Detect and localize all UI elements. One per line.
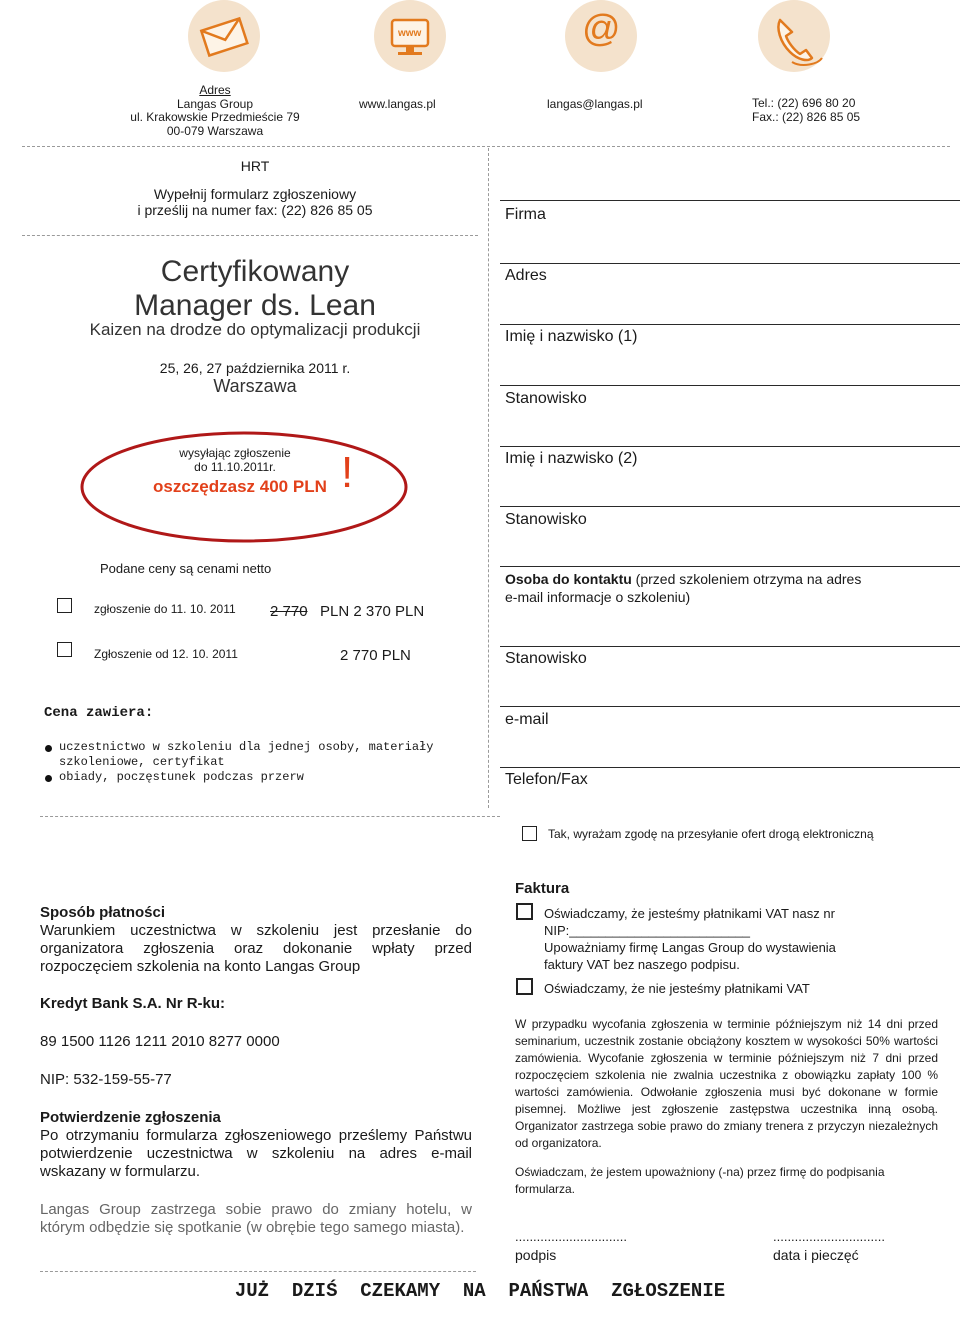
at-sign-icon: @ bbox=[582, 8, 621, 50]
option-late-label: Zgłoszenie od 12. 10. 2011 bbox=[94, 647, 238, 661]
nip-blank[interactable]: NIP:_________________________ bbox=[544, 923, 751, 938]
company-name: Langas Group bbox=[176, 96, 254, 111]
includes-bullet-1 bbox=[45, 745, 52, 752]
consent-label: Tak, wyrażam zgodę na przesyłanie ofert drogą elektroniczną bbox=[548, 827, 874, 841]
payment-section bbox=[40, 904, 472, 1237]
option-early-checkbox[interactable] bbox=[57, 598, 72, 613]
footer-call-to-action: JUŻ DZIŚ CZEKAMY NA PAŃSTWA ZGŁOSZENIE bbox=[234, 1280, 726, 1302]
phone-fax-field[interactable]: Telefon/Fax bbox=[505, 771, 588, 788]
email-field[interactable]: e-mail bbox=[505, 711, 549, 728]
invoice-title: Faktura bbox=[515, 880, 570, 897]
includes-bullet-2 bbox=[45, 775, 52, 782]
contact-person-note: (przed szkoleniem otrzyma na adres bbox=[631, 571, 862, 587]
includes-item-1-cont: szkoleniowe, certyfikat bbox=[59, 755, 225, 769]
firma-line bbox=[500, 200, 960, 201]
contact-person-note-2: e-mail informacje o szkoleniu) bbox=[505, 589, 691, 605]
vat-payer-checkbox[interactable] bbox=[516, 903, 533, 920]
phone-number: Tel.: (22) 696 80 20 bbox=[752, 96, 856, 110]
course-title-line1: Certyfikowany bbox=[160, 255, 350, 288]
email-link[interactable]: langas@langas.pl bbox=[547, 97, 643, 111]
course-title-line2: Manager ds. Lean bbox=[134, 289, 376, 322]
phone-line bbox=[500, 767, 960, 768]
non-vat-payer-label: Oświadczamy, że nie jesteśmy płatnikami VAT bbox=[544, 981, 810, 996]
option-early-old-price: 2 770 bbox=[270, 603, 308, 620]
left-section-divider bbox=[22, 235, 478, 236]
promo-line2: do 11.10.2011r. bbox=[194, 460, 276, 474]
name2-line bbox=[500, 446, 960, 447]
header-divider bbox=[22, 146, 950, 147]
bottom-left-divider bbox=[40, 1271, 476, 1272]
payment-title: Sposób płatności bbox=[40, 904, 166, 921]
position1-field[interactable]: Stanowisko bbox=[505, 390, 587, 407]
promo-exclamation: ! bbox=[341, 448, 354, 497]
cancellation-terms: W przypadku wycofania zgłoszenia w terminie późniejszym niż 14 dni przed seminarium, uczestnik zostanie obciążony kosztem w wysokości 50% wartości zamówienia. Wycofanie zgłoszenia w terminie późniejszym niż 7 dni przed rozpoczęciem szkolenia nie zwalnia uczestnika z obowiązku zapłaty 100 % wartości zamówienia. Odwołanie zgłoszenia musi być dokonane w formie pisemnej. Możliwe jest zgłoszenie zastępstwa uczestnika inną osobą. Organizator zastrzega sobie prawo do zmiany trenera z przyczyn niezależnych od organizatora. bbox=[515, 1017, 938, 1150]
course-title bbox=[90, 255, 420, 323]
course-city: Warszawa bbox=[213, 376, 297, 396]
auth-line-2: faktury VAT bez naszego podpisu. bbox=[544, 957, 740, 972]
adres-line bbox=[500, 263, 960, 264]
nip-number: NIP: 532-159-55-77 bbox=[40, 1071, 172, 1088]
name1-line bbox=[500, 324, 960, 325]
position1-line bbox=[500, 385, 960, 386]
adres-field[interactable]: Adres bbox=[505, 267, 547, 284]
authorization-declaration: Oświadczam, że jestem upoważniony (-na) przez firmę do podpisania formularza. bbox=[515, 1165, 885, 1196]
promo-line1: wysyłając zgłoszenie bbox=[179, 446, 291, 460]
promo-text bbox=[130, 446, 340, 474]
phone-block bbox=[752, 97, 860, 124]
fax-instruction-line1: Wypełnij formularz zgłoszeniowy bbox=[153, 186, 357, 202]
envelope-icon bbox=[196, 8, 252, 64]
prices-note: Podane ceny są cenami netto bbox=[100, 561, 272, 576]
name1-field[interactable]: Imię i nazwisko (1) bbox=[505, 328, 638, 345]
signature-dots: ............................... bbox=[515, 1229, 627, 1244]
firma-field[interactable]: Firma bbox=[505, 206, 546, 223]
contact-person-label: Osoba do kontaktu bbox=[505, 571, 632, 587]
fax-instruction bbox=[60, 186, 450, 218]
hotel-note: Langas Group zastrzega sobie prawo do zmiany hotelu, w którym odbędzie się spotkanie (w obrębie tego samego miasta). bbox=[40, 1201, 472, 1236]
postal-city: 00-079 Warszawa bbox=[166, 123, 264, 138]
course-dates: 25, 26, 27 października 2011 r. bbox=[159, 360, 351, 376]
payment-text: Warunkiem uczestnictwa w szkoleniu jest przesłanie do organizatora zgłoszenia oraz dokonanie wpłaty przed rozpoczęciem szkolenia na konto Langas Group bbox=[40, 922, 472, 975]
auth-line-1: Upoważniamy firmę Langas Group do wystawienia bbox=[544, 940, 836, 955]
option-early-price: PLN 2 370 PLN bbox=[320, 603, 425, 620]
position2-field[interactable]: Stanowisko bbox=[505, 511, 587, 528]
account-number: 89 1500 1126 1211 2010 8277 0000 bbox=[40, 1033, 280, 1050]
promo-savings: oszczędzasz 400 PLN bbox=[153, 477, 327, 496]
includes-title: Cena zawiera: bbox=[44, 705, 154, 721]
includes-item-1: uczestnictwo w szkoleniu dla jednej osoby, materiały bbox=[59, 740, 434, 754]
website-link[interactable]: www.langas.pl bbox=[359, 97, 436, 111]
option-late-checkbox[interactable] bbox=[57, 642, 72, 657]
confirm-title: Potwierdzenie zgłoszenia bbox=[40, 1109, 221, 1126]
street: ul. Krakowskie Przedmieście 79 bbox=[130, 110, 300, 124]
email-line bbox=[500, 706, 960, 707]
signature-label: podpis bbox=[515, 1247, 557, 1263]
bank-name: Kredyt Bank S.A. Nr R-ku: bbox=[40, 995, 226, 1012]
phone-icon bbox=[766, 8, 826, 68]
date-stamp-label: data i pieczęć bbox=[773, 1247, 859, 1263]
non-vat-payer-checkbox[interactable] bbox=[516, 978, 533, 995]
fax-number: Fax.: (22) 826 85 05 bbox=[752, 109, 861, 124]
vat-payer-label: Oświadczamy, że jesteśmy płatnikami VAT nasz nr bbox=[544, 906, 835, 921]
position2-line bbox=[500, 506, 960, 507]
name2-field[interactable]: Imię i nazwisko (2) bbox=[505, 450, 638, 467]
option-early-label: zgłoszenie do 11. 10. 2011 bbox=[94, 602, 236, 616]
address-block bbox=[110, 84, 320, 138]
column-divider bbox=[488, 148, 489, 808]
date-stamp-dots: ............................... bbox=[773, 1229, 885, 1244]
confirm-text: Po otrzymaniu formularza zgłoszeniowego prześlemy Państwu potwierdzenie uczestnictwa w szkoleniu na adres e-mail wskazany w formularzu. bbox=[40, 1127, 472, 1180]
www-icon-label: www bbox=[398, 28, 422, 39]
vat-payer-block bbox=[544, 905, 944, 973]
fax-instruction-line2: i prześlij na numer fax: (22) 826 85 05 bbox=[137, 202, 373, 218]
contact-person-field[interactable] bbox=[505, 570, 945, 606]
includes-item-2: obiady, poczęstunek podczas przerw bbox=[59, 770, 304, 784]
option-late-price: 2 770 PLN bbox=[340, 647, 411, 664]
consent-checkbox[interactable] bbox=[522, 826, 537, 841]
position3-field[interactable]: Stanowisko bbox=[505, 650, 587, 667]
course-subtitle: Kaizen na drodze do optymalizacji produkcji bbox=[89, 320, 421, 339]
hrt-label: HRT bbox=[240, 158, 270, 174]
contact-line bbox=[500, 566, 960, 567]
position3-line bbox=[500, 646, 960, 647]
address-heading: Adres bbox=[199, 83, 231, 97]
middle-divider bbox=[40, 816, 500, 817]
